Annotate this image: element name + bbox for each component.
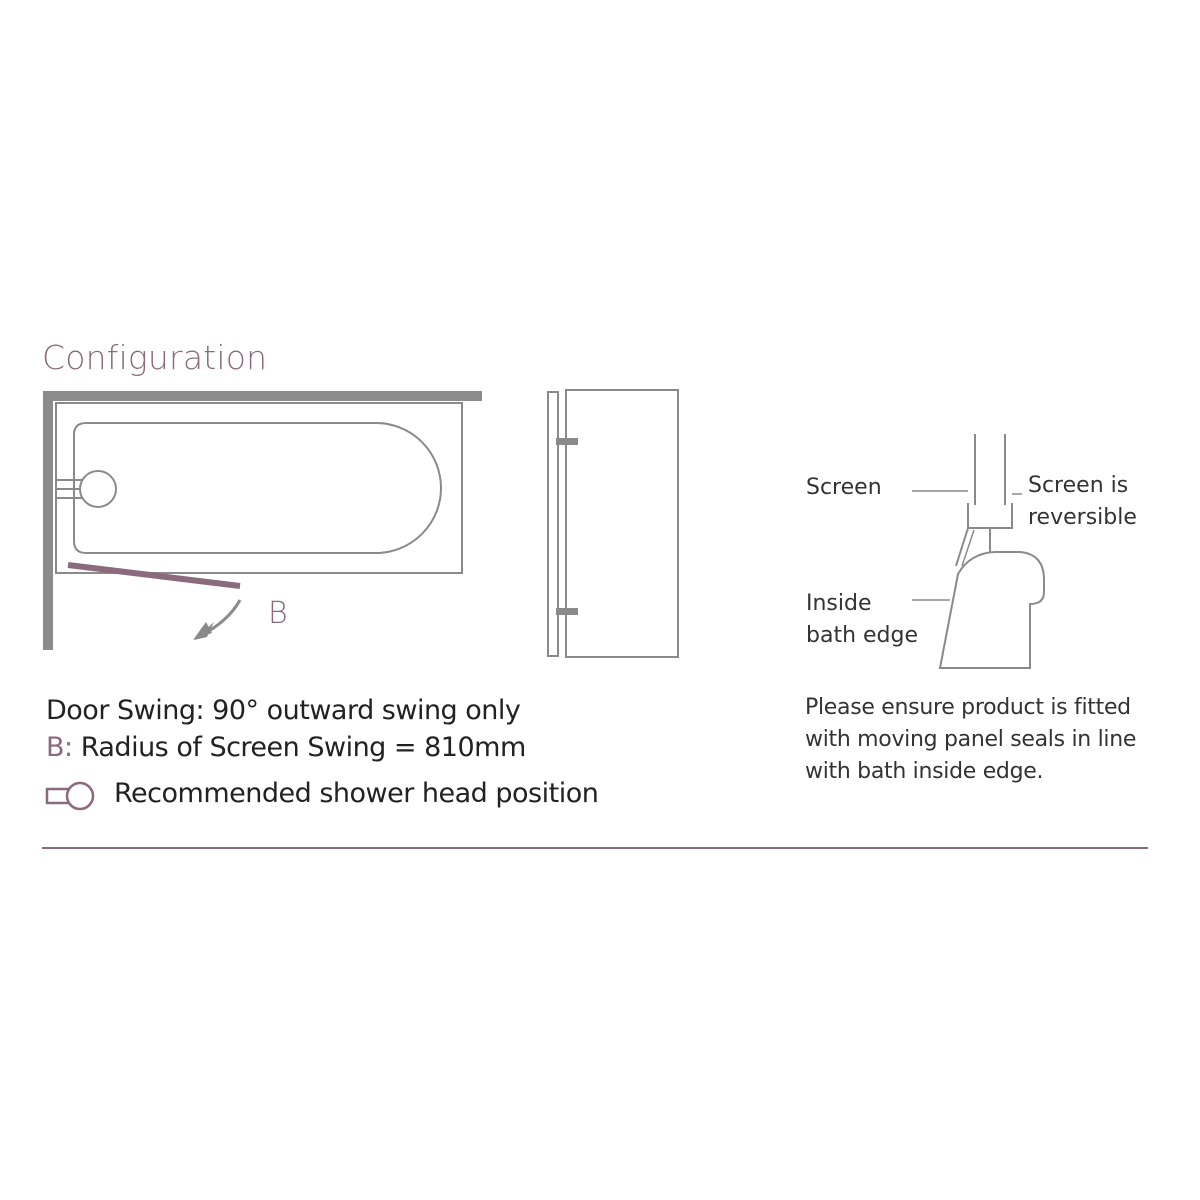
inside-edge-label-line-2: bath edge <box>806 623 919 648</box>
screen-label: Screen <box>806 475 882 500</box>
wall-outline <box>48 396 482 650</box>
shower-head-legend-text: Recommended shower head position <box>114 778 599 809</box>
seal-drip-line <box>956 528 968 566</box>
radius-value-text: Radius of Screen Swing = 810mm <box>80 732 526 763</box>
top-hinge <box>556 438 578 445</box>
note-line-3: with bath inside edge. <box>805 759 1044 784</box>
shower-head-icon <box>56 471 116 507</box>
swing-arrow-icon <box>193 600 240 640</box>
section-title: Configuration <box>42 338 268 377</box>
fitting-note <box>805 692 1136 788</box>
note-line-1: Please ensure product is fitted <box>805 695 1131 720</box>
bottom-hinge <box>556 608 578 615</box>
seal-section-detail <box>912 434 1044 668</box>
inside-edge-label-line-1: Inside <box>806 591 872 616</box>
door-swing-text: Door Swing: 90° outward swing only <box>46 695 521 726</box>
reversible-label-line-2: reversible <box>1028 505 1137 530</box>
bath-plan-view <box>48 396 482 650</box>
radius-text <box>46 732 526 763</box>
swing-radius-label: B <box>268 596 288 631</box>
wall-channel <box>548 392 558 656</box>
radius-prefix: B: <box>46 732 73 763</box>
bath-edge-profile <box>940 552 1044 668</box>
note-line-2: with moving panel seals in line <box>805 727 1137 752</box>
bath-inner-basin <box>74 423 441 553</box>
screen-elevation-view <box>548 390 678 657</box>
reversible-label-line-1: Screen is <box>1028 473 1129 498</box>
screen-panel-plan <box>68 565 240 586</box>
seal-profile <box>968 503 1012 528</box>
legend-shower-head-icon <box>47 783 93 809</box>
glass-panel <box>566 390 678 657</box>
